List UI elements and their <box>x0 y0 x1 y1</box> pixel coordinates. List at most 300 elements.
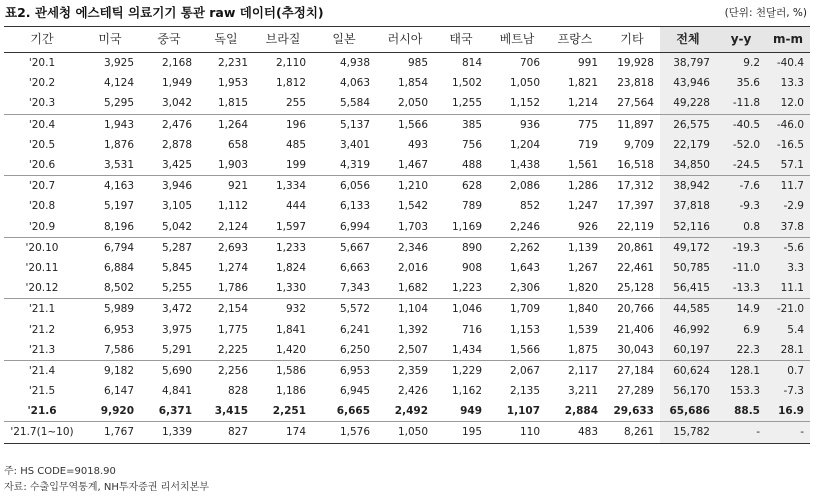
value-cell: 57.1 <box>766 155 810 176</box>
value-cell: 485 <box>285 138 306 151</box>
value-cell: 789 <box>461 200 482 213</box>
value-cell: 2,693 <box>217 241 248 254</box>
value-cell: -21.0 <box>766 299 810 320</box>
value-cell: 1,875 <box>546 340 604 361</box>
table-row <box>4 217 810 238</box>
value-cell: 22,119 <box>604 217 660 238</box>
value-cell: 0.8 <box>716 217 766 238</box>
value-cell: 1,104 <box>397 303 428 316</box>
value-cell: 3,401 <box>339 138 370 151</box>
value-cell: 444 <box>285 200 306 213</box>
value-cell: 1,767 <box>80 422 140 443</box>
value-cell: 1,953 <box>217 77 248 90</box>
value-cell: 2,168 <box>161 57 192 70</box>
value-cell: 991 <box>577 57 598 70</box>
value-cell: 7,343 <box>312 278 376 299</box>
value-cell: 1,561 <box>546 155 604 176</box>
value-cell: 2,110 <box>275 57 306 70</box>
value-cell: 2,426 <box>397 385 428 398</box>
value-cell: 1,824 <box>275 261 306 274</box>
value-cell: 5,197 <box>103 200 134 213</box>
value-cell: 2,246 <box>488 217 546 238</box>
value-cell: 11.1 <box>766 278 810 299</box>
column-header: 브라질 <box>254 27 312 53</box>
table-row <box>4 258 810 278</box>
value-cell: 110 <box>488 422 546 443</box>
value-cell: -19.3 <box>716 237 766 258</box>
value-cell: 5,584 <box>312 93 376 114</box>
value-cell: 4,319 <box>312 155 376 176</box>
value-cell: 6,250 <box>312 340 376 361</box>
value-cell: 1,438 <box>488 155 546 176</box>
value-cell: 5,137 <box>339 118 370 131</box>
value-cell: 1,267 <box>567 261 598 274</box>
value-cell: 50,785 <box>660 258 716 278</box>
value-cell: 1,597 <box>254 217 312 238</box>
value-cell: -5.6 <box>766 237 810 258</box>
footnote-source: 자료: 수출입무역통계, NH투자증권 리서치본부 <box>4 482 209 493</box>
value-cell: 1,233 <box>275 241 306 254</box>
value-cell: 43,946 <box>660 73 716 93</box>
value-cell: 5.4 <box>766 319 810 339</box>
table-row <box>4 360 810 381</box>
period-cell: '21.1 <box>28 303 56 316</box>
value-cell: 493 <box>407 138 428 151</box>
value-cell: 199 <box>254 155 312 176</box>
value-cell: -52.0 <box>716 135 766 155</box>
value-cell: 1,949 <box>161 77 192 90</box>
value-cell: 5,042 <box>140 217 198 238</box>
value-cell: 2,135 <box>509 385 540 398</box>
table-body <box>4 53 810 444</box>
value-cell: 1,153 <box>509 323 540 336</box>
value-cell: 28.1 <box>766 340 810 361</box>
value-cell: 8,502 <box>80 278 140 299</box>
value-cell: 852 <box>519 200 540 213</box>
value-cell: -7.6 <box>716 176 766 197</box>
value-cell: 60,197 <box>660 340 716 361</box>
value-cell: 3,105 <box>161 200 192 213</box>
value-cell: 3,042 <box>140 93 198 114</box>
value-cell: -40.4 <box>766 53 810 74</box>
value-cell: 1,274 <box>217 261 248 274</box>
value-cell: 22,461 <box>617 261 654 274</box>
value-cell: 1,223 <box>434 278 488 299</box>
value-cell: 56,415 <box>660 278 716 299</box>
value-cell: 2,225 <box>198 340 254 361</box>
value-cell: 49,172 <box>660 237 716 258</box>
column-header: m-m <box>766 27 810 53</box>
value-cell: 17,397 <box>617 200 654 213</box>
value-cell: -16.5 <box>766 135 810 155</box>
value-cell: 1,586 <box>275 364 306 377</box>
value-cell: 3,925 <box>103 57 134 70</box>
table-row <box>4 278 810 299</box>
value-cell: 6,953 <box>339 364 370 377</box>
value-cell: 13.3 <box>766 73 810 93</box>
value-cell: 5,667 <box>339 241 370 254</box>
value-cell: 1,643 <box>509 261 540 274</box>
value-cell: 985 <box>407 57 428 70</box>
value-cell: 65,686 <box>660 401 716 422</box>
value-cell: - <box>766 422 810 443</box>
period-cell: '21.2 <box>28 323 56 336</box>
value-cell: 44,585 <box>660 299 716 320</box>
period-cell: '20.3 <box>4 93 80 114</box>
value-cell: 1,502 <box>451 77 482 90</box>
value-cell: 1,169 <box>434 217 488 238</box>
value-cell: 1,840 <box>567 303 598 316</box>
value-cell: 2,050 <box>376 93 434 114</box>
value-cell: 1,576 <box>312 422 376 443</box>
value-cell: -46.0 <box>766 114 810 135</box>
value-cell: 15,782 <box>660 422 716 443</box>
value-cell: 20,766 <box>617 303 654 316</box>
value-cell: 6,056 <box>339 180 370 193</box>
value-cell: 1,821 <box>567 77 598 90</box>
value-cell: 3.3 <box>766 258 810 278</box>
value-cell: 1,334 <box>275 180 306 193</box>
value-cell: 11.7 <box>766 176 810 197</box>
period-cell: '20.8 <box>28 200 56 213</box>
value-cell: - <box>716 422 766 443</box>
value-cell: 5,287 <box>161 241 192 254</box>
value-cell: 483 <box>546 422 604 443</box>
value-cell: 8,196 <box>80 217 140 238</box>
value-cell: 488 <box>434 155 488 176</box>
value-cell: 1,876 <box>103 138 134 151</box>
value-cell: 2,016 <box>397 261 428 274</box>
value-cell: 1,467 <box>376 155 434 176</box>
value-cell: 37,818 <box>660 196 716 216</box>
value-cell: 5,845 <box>161 261 192 274</box>
value-cell: 9,182 <box>103 364 134 377</box>
header-row <box>4 27 810 53</box>
value-cell: 936 <box>519 118 540 131</box>
value-cell: 1,812 <box>275 77 306 90</box>
column-header: 러시아 <box>376 27 434 53</box>
column-header: 기타 <box>604 27 660 53</box>
value-cell: 23,818 <box>617 77 654 90</box>
value-cell: 255 <box>254 93 312 114</box>
value-cell: 9.2 <box>716 53 766 74</box>
value-cell: 38,797 <box>660 53 716 74</box>
value-cell: 1,854 <box>397 77 428 90</box>
period-cell: '21.6 <box>4 401 80 422</box>
value-cell: 6,884 <box>103 261 134 274</box>
period-cell: '21.7(1~10) <box>4 422 80 443</box>
value-cell: 932 <box>285 303 306 316</box>
column-header: y-y <box>716 27 766 53</box>
value-cell: 7,586 <box>80 340 140 361</box>
value-cell: 52,116 <box>660 217 716 238</box>
value-cell: 6,945 <box>339 385 370 398</box>
value-cell: 3,531 <box>80 155 140 176</box>
value-cell: 12.0 <box>766 93 810 114</box>
period-cell: '20.12 <box>4 278 80 299</box>
value-cell: 5,690 <box>161 364 192 377</box>
value-cell: 2,884 <box>546 401 604 422</box>
value-cell: 2,067 <box>509 364 540 377</box>
value-cell: 2,231 <box>217 57 248 70</box>
value-cell: 775 <box>577 118 598 131</box>
value-cell: 2,306 <box>488 278 546 299</box>
value-cell: 1,204 <box>509 138 540 151</box>
unit-note: (단위: 천달러, %) <box>724 7 807 19</box>
value-cell: 6.9 <box>716 319 766 339</box>
value-cell: 16,518 <box>604 155 660 176</box>
value-cell: 30,043 <box>604 340 660 361</box>
value-cell: 890 <box>461 241 482 254</box>
value-cell: 4,124 <box>103 77 134 90</box>
period-cell: '20.6 <box>4 155 80 176</box>
value-cell: 153.3 <box>716 381 766 401</box>
value-cell: -11.0 <box>716 258 766 278</box>
period-cell: '21.4 <box>28 364 56 377</box>
value-cell: 1,434 <box>434 340 488 361</box>
footnote-hs-code: 주: HS CODE=9018.90 <box>4 466 116 477</box>
value-cell: 27,289 <box>617 385 654 398</box>
value-cell: 2,256 <box>217 364 248 377</box>
value-cell: 2,346 <box>397 241 428 254</box>
value-cell: 2,124 <box>198 217 254 238</box>
table-row <box>4 93 810 114</box>
value-cell: 949 <box>434 401 488 422</box>
value-cell: 4,841 <box>161 385 192 398</box>
table-title: 표2. 관세청 에스테틱 의료기기 통관 raw 데이터(추정치) <box>5 5 324 20</box>
value-cell: 2,086 <box>509 180 540 193</box>
value-cell: 1,247 <box>567 200 598 213</box>
value-cell: 6,147 <box>103 385 134 398</box>
value-cell: -11.8 <box>716 93 766 114</box>
period-cell: '20.4 <box>28 118 56 131</box>
value-cell: -40.5 <box>716 114 766 135</box>
value-cell: 22,179 <box>660 135 716 155</box>
value-cell: 1,841 <box>275 323 306 336</box>
value-cell: 88.5 <box>716 401 766 422</box>
value-cell: 1,046 <box>451 303 482 316</box>
period-cell: '20.1 <box>28 57 56 70</box>
value-cell: 814 <box>461 57 482 70</box>
value-cell: 1,566 <box>397 118 428 131</box>
value-cell: 6,794 <box>103 241 134 254</box>
value-cell: 1,107 <box>488 401 546 422</box>
value-cell: 828 <box>227 385 248 398</box>
value-cell: 2,154 <box>217 303 248 316</box>
value-cell: 2,117 <box>567 364 598 377</box>
value-cell: 35.6 <box>716 73 766 93</box>
value-cell: 6,371 <box>140 401 198 422</box>
column-header: 일본 <box>312 27 376 53</box>
period-cell: '21.5 <box>28 385 56 398</box>
value-cell: 1,392 <box>397 323 428 336</box>
column-header: 태국 <box>434 27 488 53</box>
value-cell: 1,286 <box>567 180 598 193</box>
value-cell: 1,050 <box>376 422 434 443</box>
value-cell: 1,815 <box>198 93 254 114</box>
value-cell: 5,295 <box>80 93 140 114</box>
customs-data-table <box>4 26 810 444</box>
table-row <box>4 176 810 197</box>
value-cell: -7.3 <box>766 381 810 401</box>
value-cell: 5,989 <box>103 303 134 316</box>
value-cell: 756 <box>461 138 482 151</box>
period-cell: '20.5 <box>28 138 56 151</box>
period-cell: '20.9 <box>4 217 80 238</box>
value-cell: 4,938 <box>339 57 370 70</box>
value-cell: 5,255 <box>140 278 198 299</box>
value-cell: 1,339 <box>140 422 198 443</box>
table-row <box>4 196 810 216</box>
value-cell: 5,291 <box>140 340 198 361</box>
value-cell: 2,262 <box>509 241 540 254</box>
value-cell: 21,406 <box>617 323 654 336</box>
table-row <box>4 422 810 443</box>
value-cell: 9,920 <box>80 401 140 422</box>
value-cell: 29,633 <box>604 401 660 422</box>
value-cell: 6,241 <box>339 323 370 336</box>
value-cell: 1,210 <box>397 180 428 193</box>
value-cell: 921 <box>227 180 248 193</box>
table-row <box>4 155 810 176</box>
value-cell: 60,624 <box>660 360 716 381</box>
value-cell: 2,359 <box>397 364 428 377</box>
value-cell: 20,861 <box>617 241 654 254</box>
value-cell: 6,994 <box>312 217 376 238</box>
table-row <box>4 401 810 422</box>
value-cell: 14.9 <box>716 299 766 320</box>
value-cell: 49,228 <box>660 93 716 114</box>
value-cell: 2,507 <box>376 340 434 361</box>
value-cell: 46,992 <box>660 319 716 339</box>
value-cell: 1,214 <box>546 93 604 114</box>
value-cell: 385 <box>461 118 482 131</box>
value-cell: 1,420 <box>254 340 312 361</box>
value-cell: 128.1 <box>716 360 766 381</box>
value-cell: 1,330 <box>254 278 312 299</box>
value-cell: 658 <box>227 138 248 151</box>
value-cell: 19,928 <box>617 57 654 70</box>
value-cell: 3,425 <box>140 155 198 176</box>
value-cell: 38,942 <box>660 176 716 197</box>
value-cell: 1,539 <box>567 323 598 336</box>
value-cell: 196 <box>285 118 306 131</box>
table-row <box>4 319 810 339</box>
period-cell: '21.3 <box>4 340 80 361</box>
value-cell: 4,163 <box>103 180 134 193</box>
column-header: 독일 <box>198 27 254 53</box>
value-cell: 1,775 <box>217 323 248 336</box>
value-cell: 1,903 <box>198 155 254 176</box>
value-cell: 1,112 <box>217 200 248 213</box>
value-cell: 1,139 <box>567 241 598 254</box>
value-cell: 6,953 <box>103 323 134 336</box>
value-cell: 3,472 <box>161 303 192 316</box>
value-cell: 37.8 <box>766 217 810 238</box>
value-cell: 4,063 <box>339 77 370 90</box>
table-row <box>4 299 810 320</box>
value-cell: 174 <box>254 422 312 443</box>
period-cell: '20.7 <box>28 180 56 193</box>
value-cell: 22.3 <box>716 340 766 361</box>
column-header: 베트남 <box>488 27 546 53</box>
value-cell: 1,255 <box>434 93 488 114</box>
table-row <box>4 381 810 401</box>
column-header: 프랑스 <box>546 27 604 53</box>
value-cell: 2,492 <box>376 401 434 422</box>
value-cell: 11,897 <box>617 118 654 131</box>
period-cell: '20.11 <box>25 261 59 274</box>
value-cell: 1,186 <box>275 385 306 398</box>
value-cell: 17,312 <box>617 180 654 193</box>
value-cell: 56,170 <box>660 381 716 401</box>
period-cell: '20.10 <box>25 241 59 254</box>
table-row <box>4 237 810 258</box>
value-cell: 34,850 <box>660 155 716 176</box>
value-cell: 1,152 <box>488 93 546 114</box>
value-cell: 1,264 <box>217 118 248 131</box>
value-cell: 1,943 <box>103 118 134 131</box>
value-cell: 2,476 <box>161 118 192 131</box>
value-cell: 6,665 <box>312 401 376 422</box>
table-row <box>4 135 810 155</box>
value-cell: -24.5 <box>716 155 766 176</box>
value-cell: 2,251 <box>254 401 312 422</box>
value-cell: 2,878 <box>161 138 192 151</box>
value-cell: 195 <box>434 422 488 443</box>
value-cell: 628 <box>461 180 482 193</box>
value-cell: 926 <box>546 217 604 238</box>
value-cell: 3,975 <box>161 323 192 336</box>
value-cell: 0.7 <box>766 360 810 381</box>
value-cell: 6,133 <box>339 200 370 213</box>
value-cell: 719 <box>577 138 598 151</box>
value-cell: 6,663 <box>339 261 370 274</box>
value-cell: 8,261 <box>604 422 660 443</box>
value-cell: 1,542 <box>397 200 428 213</box>
value-cell: 1,162 <box>451 385 482 398</box>
column-header: 전체 <box>660 27 716 53</box>
column-header: 미국 <box>80 27 140 53</box>
value-cell: 26,575 <box>660 114 716 135</box>
value-cell: 27,564 <box>604 93 660 114</box>
value-cell: 16.9 <box>766 401 810 422</box>
value-cell: 1,786 <box>198 278 254 299</box>
value-cell: 3,415 <box>198 401 254 422</box>
value-cell: 9,709 <box>623 138 654 151</box>
value-cell: 27,184 <box>617 364 654 377</box>
value-cell: 908 <box>461 261 482 274</box>
value-cell: 1,820 <box>546 278 604 299</box>
value-cell: 716 <box>461 323 482 336</box>
value-cell: 25,128 <box>604 278 660 299</box>
value-cell: 1,709 <box>509 303 540 316</box>
table-row <box>4 114 810 135</box>
value-cell: -9.3 <box>716 196 766 216</box>
period-cell: '20.2 <box>28 77 56 90</box>
value-cell: 5,572 <box>339 303 370 316</box>
value-cell: 1,566 <box>488 340 546 361</box>
value-cell: 3,211 <box>567 385 598 398</box>
table-row <box>4 53 810 74</box>
table-row <box>4 73 810 93</box>
value-cell: 827 <box>198 422 254 443</box>
value-cell: -13.3 <box>716 278 766 299</box>
value-cell: 1,682 <box>376 278 434 299</box>
value-cell: 3,946 <box>161 180 192 193</box>
value-cell: 1,703 <box>376 217 434 238</box>
value-cell: 706 <box>519 57 540 70</box>
